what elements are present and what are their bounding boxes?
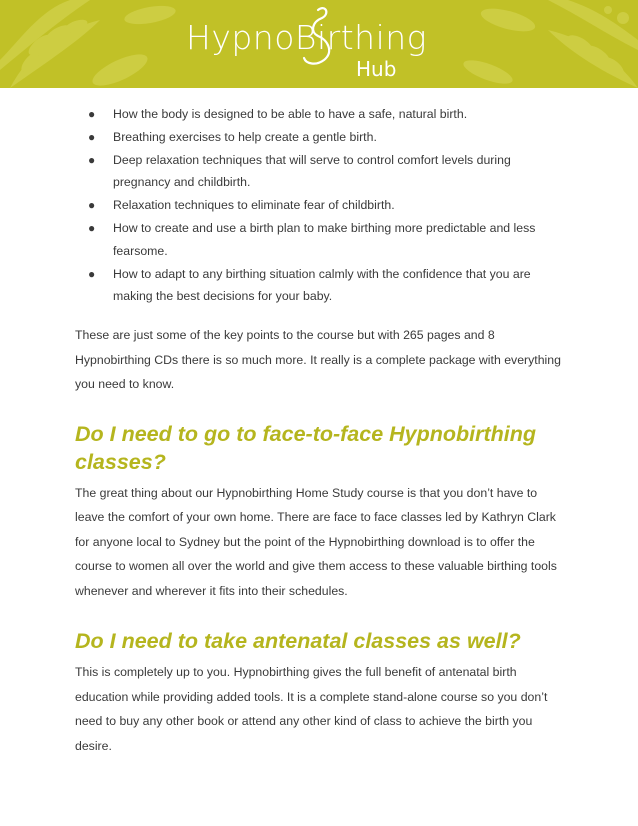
main-content: [75, 103, 565, 758]
section-heading-antenatal: Do I need to take antenatal classes as well?: [75, 629, 521, 654]
list-item: ● Relaxation techniques to eliminate fear of childbirth.: [75, 194, 565, 217]
key-points-list: [75, 103, 565, 308]
bullet-icon: ●: [88, 220, 96, 235]
brand-logo: [0, 0, 638, 88]
bullet-icon: ●: [88, 152, 96, 167]
header-banner: [0, 0, 638, 88]
bullet-icon: ●: [88, 107, 96, 121]
intro-paragraph: These are just some of the key points to the course but with 265 pages and 8 Hypnobirthing CDs there is so much more. It really is a complete package with everything you need to know.: [75, 328, 561, 392]
list-item: ● Deep relaxation techniques that will serve to control comfort levels during pregnancy and childbirth.: [75, 149, 565, 195]
brand-subtitle: Hub: [356, 57, 397, 81]
brand-title: HypnoBirthing: [186, 18, 427, 57]
section-body-antenatal: This is completely up to you. Hypnobirthing gives the full benefit of antenatal birth education while providing added tools. It is a complete stand-alone course so you don’t need to buy any other book or attend any other kind of class to achieve the birth you desire.: [75, 665, 548, 753]
list-item: ● How the body is designed to be able to have a safe, natural birth.: [75, 103, 565, 126]
bullet-icon: ●: [88, 129, 96, 144]
list-item: ● How to create and use a birth plan to make birthing more predictable and less fearsome.: [75, 217, 565, 263]
section-heading-face-to-face: Do I need to go to face-to-face Hypnobirthing classes?: [75, 421, 537, 474]
section-body-face-to-face: The great thing about our Hypnobirthing Home Study course is that you don’t have to leave the comfort of your own home. There are face to face classes led by Kathryn Clark for anyone local to Sydney but the point of the Hypnobirthing download is to offer the course to women all over the world and give them access to these valuable birthing tools whenever and wherever it fits into their schedules.: [75, 485, 557, 598]
list-item: ● Breathing exercises to help create a gentle birth.: [75, 126, 565, 149]
bullet-icon: ●: [88, 198, 96, 213]
bullet-icon: ●: [88, 266, 96, 281]
list-item: ● How to adapt to any birthing situation calmly with the confidence that you are making the best decisions for your baby.: [75, 263, 565, 309]
